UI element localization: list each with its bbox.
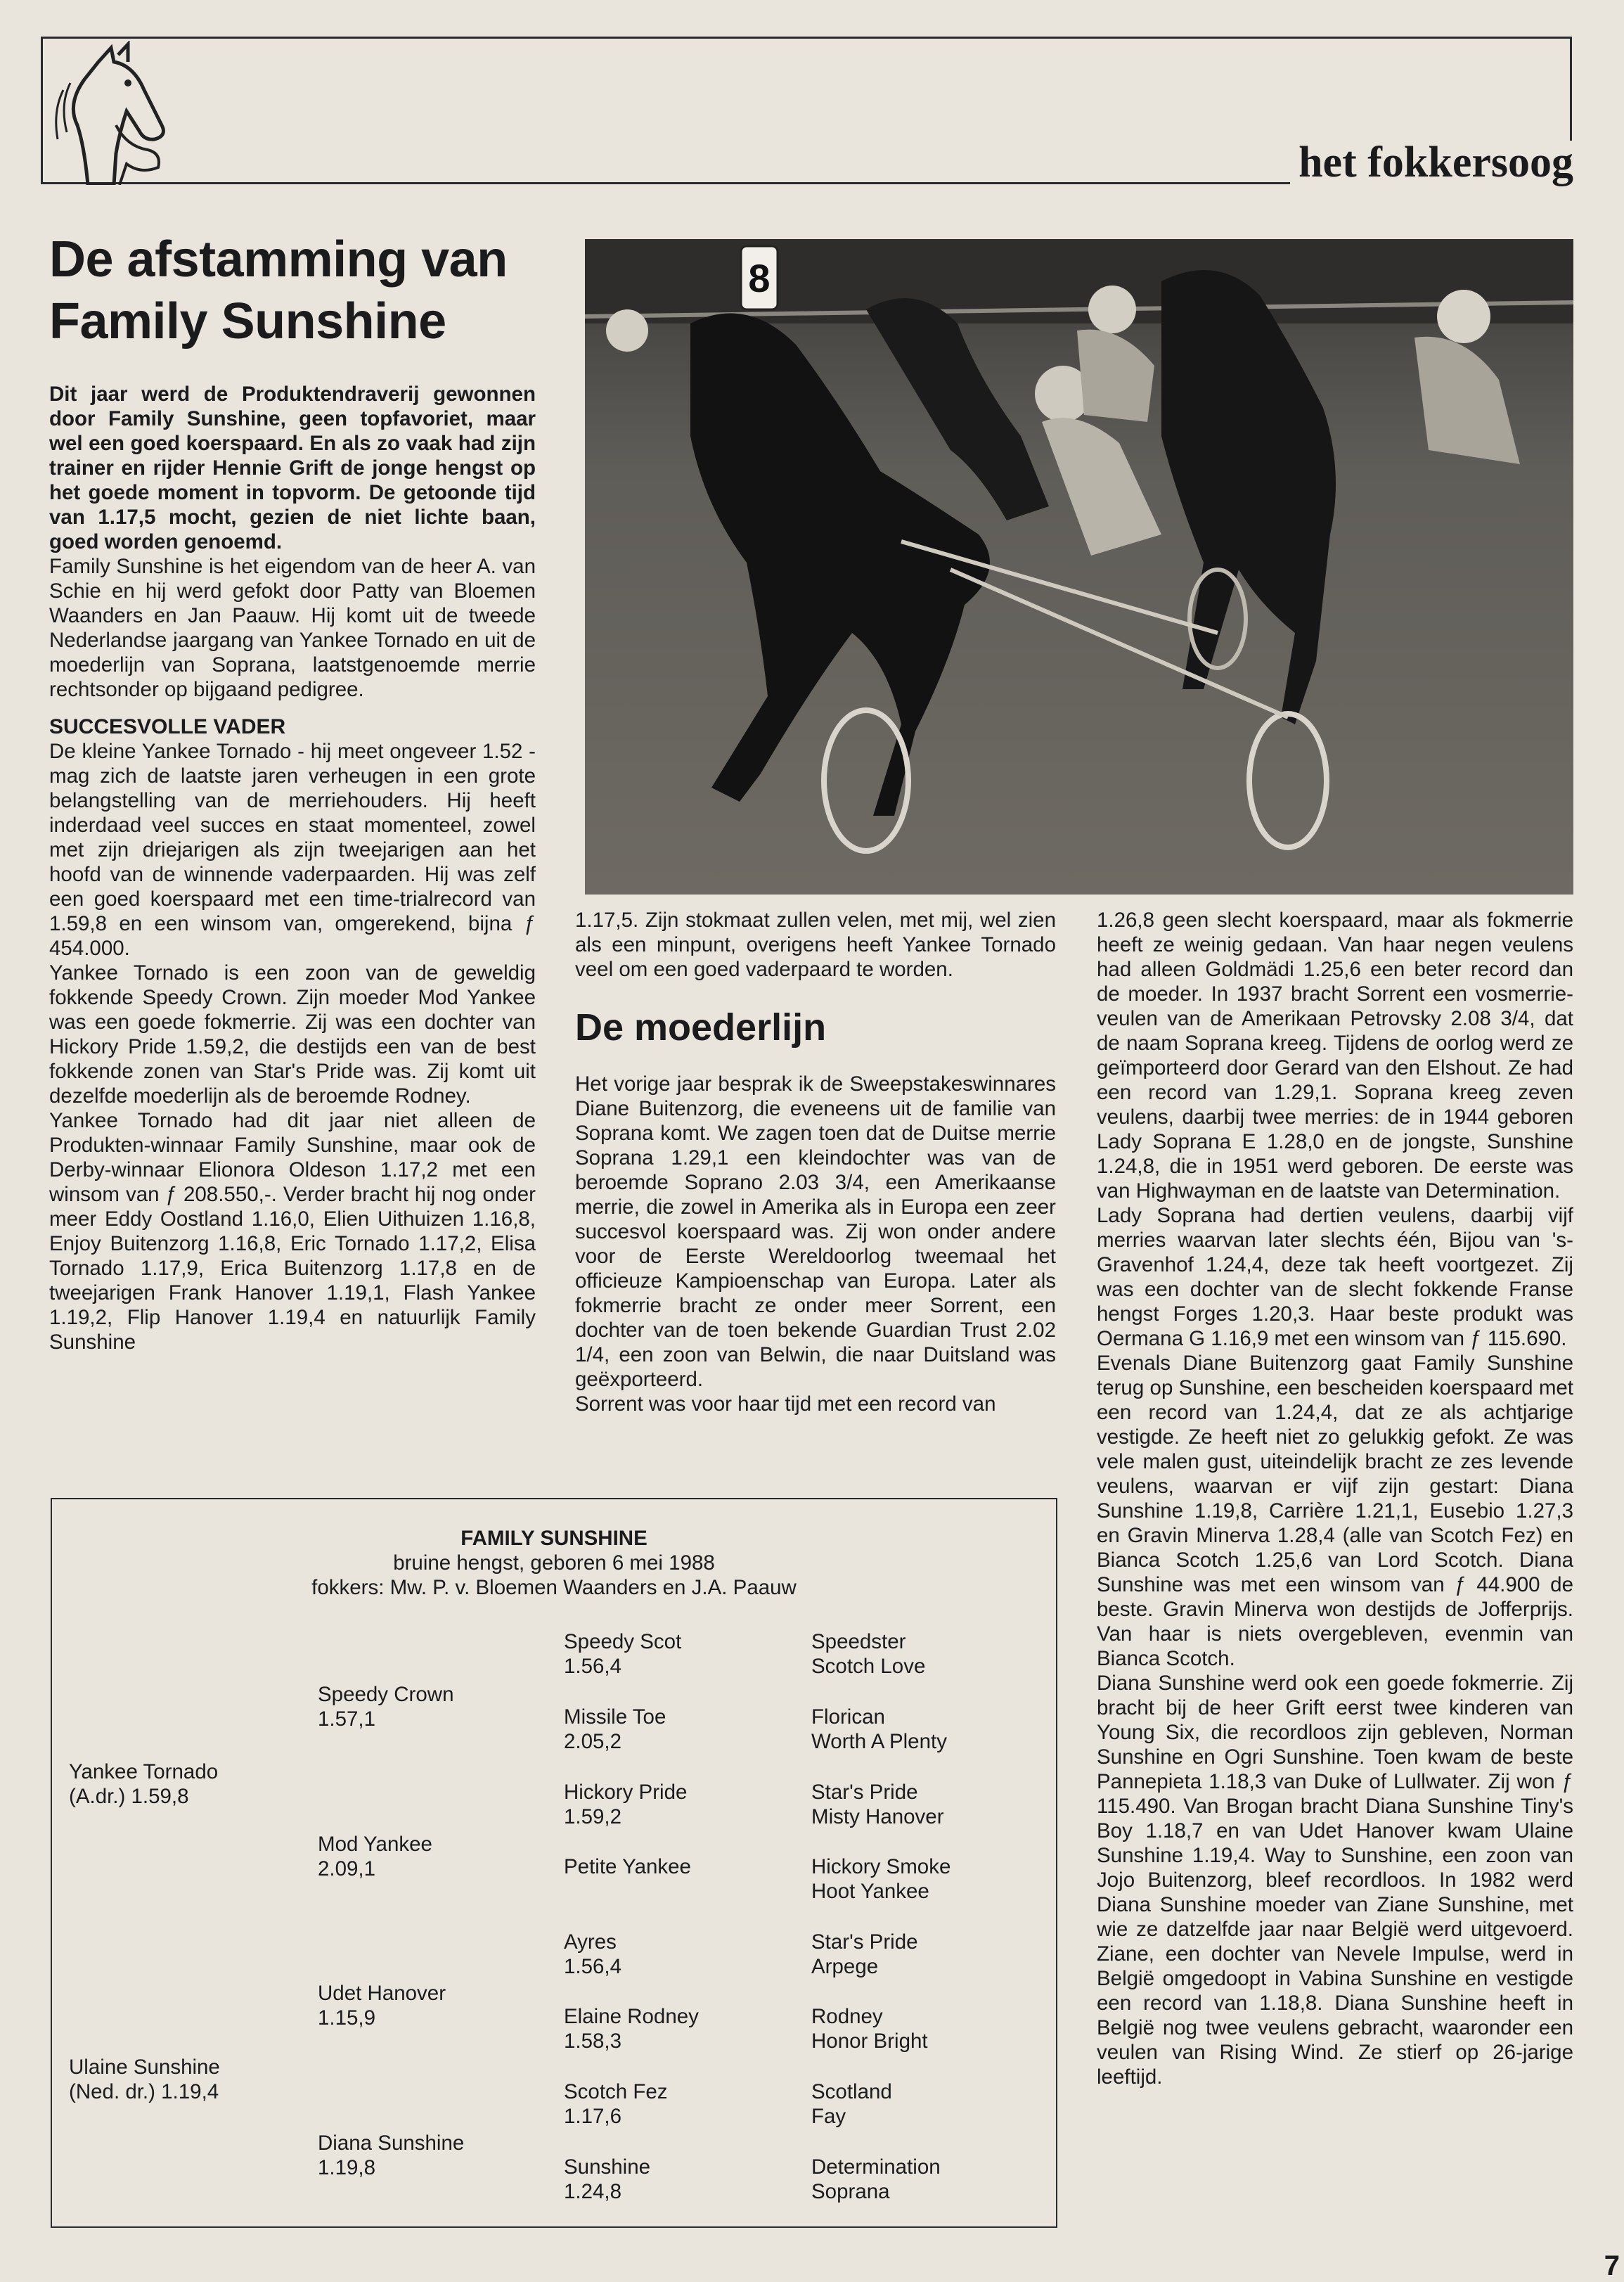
pedigree-g4-entry: Rodney Honor Bright — [811, 2005, 928, 2053]
pedigree-g3-entry: Petite Yankee — [564, 1855, 691, 1878]
paragraph: Yankee Tornado had dit jaar niet alleen de Produkten-winnaar Family Sunshine, maar ook de Derby-winnaar Elionora Oldeson 1.17,2 met een winsom van ƒ 208.550,-. Verder bracht hij nog onder meer Eddy Oostland 1.16,0, Elien Uithuizen 1.16,8, Enjoy Buitenzorg 1.16,8, Eric Tornado 1.17,2, Elisa Tornado 1.17,9, Erica Buitenzorg 1.17,8 en de tweejarigen Frank Hanover 1.19,1, Flash Yankee 1.19,2, Flip Hanover 1.19,4 en natuurlijk Family Sunshine — [49, 1109, 536, 1354]
pedigree-g3-entry: Missile Toe 2.05,2 — [564, 1705, 666, 1753]
page-number: 7 — [1604, 2250, 1620, 2281]
pedigree-g3-entry: Speedy Scot 1.56,4 — [564, 1630, 682, 1678]
pedigree-g4-entry: Scotland Fay — [811, 2080, 892, 2128]
pedigree-g3-entry: Sunshine 1.24,8 — [564, 2155, 651, 2203]
paragraph: Lady Soprana had dertien veulens, daarbij vijf merries waarvan later slechts één, Bijou van 's-Gravenhof 1.24,4, deze tak heeft voortgezet. Zij was een dochter van de slecht fokkende Franse hengst Forges 1.20,3. Haar beste produkt was Oermana G 1.16,9 met een winsom van ƒ 115.690. — [1097, 1204, 1573, 1350]
pedigree-g2-entry: Mod Yankee 2.09,1 — [318, 1833, 432, 1880]
pedigree-breeders: fokkers: Mw. P. v. Bloemen Waanders en J.A. Paauw — [311, 1576, 797, 1599]
pedigree-name: FAMILY SUNSHINE — [460, 1527, 647, 1550]
pedigree-dam: Ulaine Sunshine (Ned. dr.) 1.19,4 — [69, 2056, 220, 2103]
paragraph: 1.17,5. Zijn stokmaat zullen velen, met mij, wel zien als een minpunt, overigens heeft Yankee Tornado veel om een goed vaderpaard te worden. — [575, 909, 1056, 981]
pedigree-g2-entry: Udet Hanover 1.15,9 — [318, 1982, 446, 2030]
pedigree-g4-entry: Speedster Scotch Love — [811, 1630, 926, 1678]
paragraph: Evenals Diane Buitenzorg gaat Family Sunshine terug op Sunshine, een bescheiden koerspaard met een record van 1.24,4, dat ze als achtjarige vestigde. Ze heeft niet zo gelukkig gefokt. Ze was vele malen gust, uiteindelijk bracht ze zes levende veulens, waarvan er vijf zijn gestart: Diana Sunshine 1.19,8, Carrière 1.21,1, Eusebio 1.27,3 en Gravin Minerva 1.28,4 (alle van Scotch Fez) en Bianca Scotch 1.25,6 van Lord Scotch. Diana Sunshine was met een winsom van ƒ 44.900 de beste. Gravin Minerva won destijds de Jofferprijs. Van haar is niets overgebleven, evenmin van Bianca Scotch. — [1097, 1352, 1573, 1670]
paragraph: Diana Sunshine werd ook een goede fokmerrie. Zij bracht bij de heer Grift eerst twee kinderen van Young Six, die recordloos zijn gebleven, Norman Sunshine en Ogri Sunshine. Toen kwam de beste Pannepieta 1.18,3 van Duke of Lullwater. Zij won ƒ 115.490. Van Brogan bracht Diana Sunshine Tiny's Boy 1.18,7 en van Udet Hanover kwam Ulaine Sunshine 1.19,4. Way to Sunshine, een zoon van Jojo Buitenzorg, bleef recordloos. In 1982 werd Diana Sunshine moeder van Ziane Sunshine, met wie ze datzelfde jaar naar België werd uitgevoerd. Ziane, een dochter van Nevele Impulse, werd in België omgedoopt in Vabina Sunshine en vestigde een record van 1.18,8. Diana Sunshine heeft in België nog twee veulens gebracht, waaronder een veulen van Rising Wind. Ze stierf op 26-jarige leeftijd. — [1097, 1672, 1573, 2089]
article-lead: Dit jaar werd de Produktendraverij gewonnen door Family Sunshine, geen topfavoriet, maar wel een goed koerspaard. En als zo vaak had zijn trainer en rijder Hennie Grift de jonge hengst op het goede moment in topvorm. De getoonde tijd van 1.17,5 mocht, gezien de niet lichte baan, goed worden genoemd. — [49, 383, 536, 553]
subheading: SUCCESVOLLE VADER — [49, 715, 286, 738]
paragraph: Yankee Tornado is een zoon van de geweldig fokkende Speedy Crown. Zijn moeder Mod Yankee was een goede fokmerrie. Zij was een dochter van Hickory Pride 1.59,2, die destijds een van de best fokkende zonen van Star's Pride was. Zij komt uit dezelfde moederlijn als de beroemde Rodney. — [49, 961, 536, 1108]
harness-race-image — [585, 239, 1573, 895]
race-photo — [585, 239, 1573, 895]
column-1 — [49, 382, 536, 1354]
paragraph: De kleine Yankee Tornado - hij meet ongeveer 1.52 - mag zich de laatste jaren verheugen in een grote belangstelling van de merriehouders. Hij heeft inderdaad veel succes en staat momenteel, zowel met zijn driejarigen als zijn tweejarigen aan het hoofd van de winnende vaderpaarden. Hij was zelf een goed koerspaard met een time-trialrecord van 1.59,8 en een winsom van, omgerekend, bijna ƒ 454.000. — [49, 740, 536, 960]
pedigree-g3-entry: Ayres 1.56,4 — [564, 1930, 622, 1978]
pedigree-description: bruine hengst, geboren 6 mei 1988 — [393, 1551, 715, 1575]
pedigree-g2-entry: Speedy Crown 1.57,1 — [318, 1683, 454, 1731]
pedigree-g4-entry: Star's Pride Arpege — [811, 1930, 918, 1978]
pedigree-sire: Yankee Tornado (A.dr.) 1.59,8 — [69, 1760, 219, 1808]
pedigree-g2-entry: Diana Sunshine 1.19,8 — [318, 2132, 465, 2179]
paragraph: Het vorige jaar besprak ik de Sweepstakeswinnares Diane Buitenzorg, die eveneens uit de familie van Soprana komt. We zagen toen dat de Duitse merrie Soprana 1.29,1 een kleindochter was van de beroemde Soprano 2.03 3/4, een Amerikaanse merrie, die zowel in Amerika als in Europa een zeer succesvol koerspaard was. Zij won onder andere voor de Eerste Wereldoorlog tweemaal het officieuze Kampioenschap van Europa. Later als fokmerrie bracht ze onder meer Sorrent, een dochter van de toen bekende Guardian Trust 2.02 1/4, een zoon van Belwin, die naar Duitsland was geëxporteerd. — [575, 1072, 1056, 1391]
pedigree-g3-entry: Hickory Pride 1.59,2 — [564, 1781, 688, 1828]
column-2 — [575, 908, 1056, 1416]
pedigree-box — [51, 1498, 1057, 2228]
column-3 — [1097, 908, 1573, 2089]
pedigree-g4-entry: Determination Soprana — [811, 2155, 941, 2203]
paragraph: 1.26,8 geen slecht koerspaard, maar als fokmerrie heeft ze weinig gedaan. Van haar negen veulens had alleen Goldmädi 1.25,6 een beter record dan de moeder. In 1937 bracht Sorrent een vosmerrie-veulen van de Amerikaan Petrovsky 2.08 3/4, dat de naam Soprana kreeg. Tijdens de oorlog werd ze geïmporteerd door Gerard van den Elshout. Ze had een record van 1.29,1. Soprana kreeg zeven veulens, daarbij twee merries: de in 1944 geboren Lady Soprana E 1.28,0 en de jongste, Sunshine 1.24,8, die in 1951 werd geboren. De eerste was van Highwayman en de laatste van Determination. — [1097, 909, 1573, 1203]
article-title: De afstamming van Family Sunshine — [49, 231, 508, 350]
pedigree-g4-entry: Star's Pride Misty Hanover — [811, 1781, 944, 1828]
pedigree-g3-entry: Scotch Fez 1.17,6 — [564, 2080, 668, 2128]
pedigree-g4-entry: Florican Worth A Plenty — [811, 1705, 947, 1753]
horse-logo-icon — [49, 41, 183, 185]
pedigree-g3-entry: Elaine Rodney 1.58,3 — [564, 2005, 699, 2053]
section-label: het fokkersoog — [1290, 141, 1582, 184]
paragraph: Sorrent was voor haar tijd met een record van — [575, 1392, 996, 1416]
subheading-moederlijn: De moederlijn — [575, 1006, 827, 1049]
paragraph: Family Sunshine is het eigendom van de heer A. van Schie en hij werd gefokt door Patty van Bloemen Waanders en Jan Paauw. Hij komt uit de tweede Nederlandse jaargang van Yankee Tornado en uit de moederlijn van Soprana, laatstgenoemde merrie rechtsonder op bijgaand pedigree. — [49, 555, 536, 701]
pedigree-g4-entry: Hickory Smoke Hoot Yankee — [811, 1855, 951, 1903]
saddle-number: 8 — [748, 256, 771, 300]
